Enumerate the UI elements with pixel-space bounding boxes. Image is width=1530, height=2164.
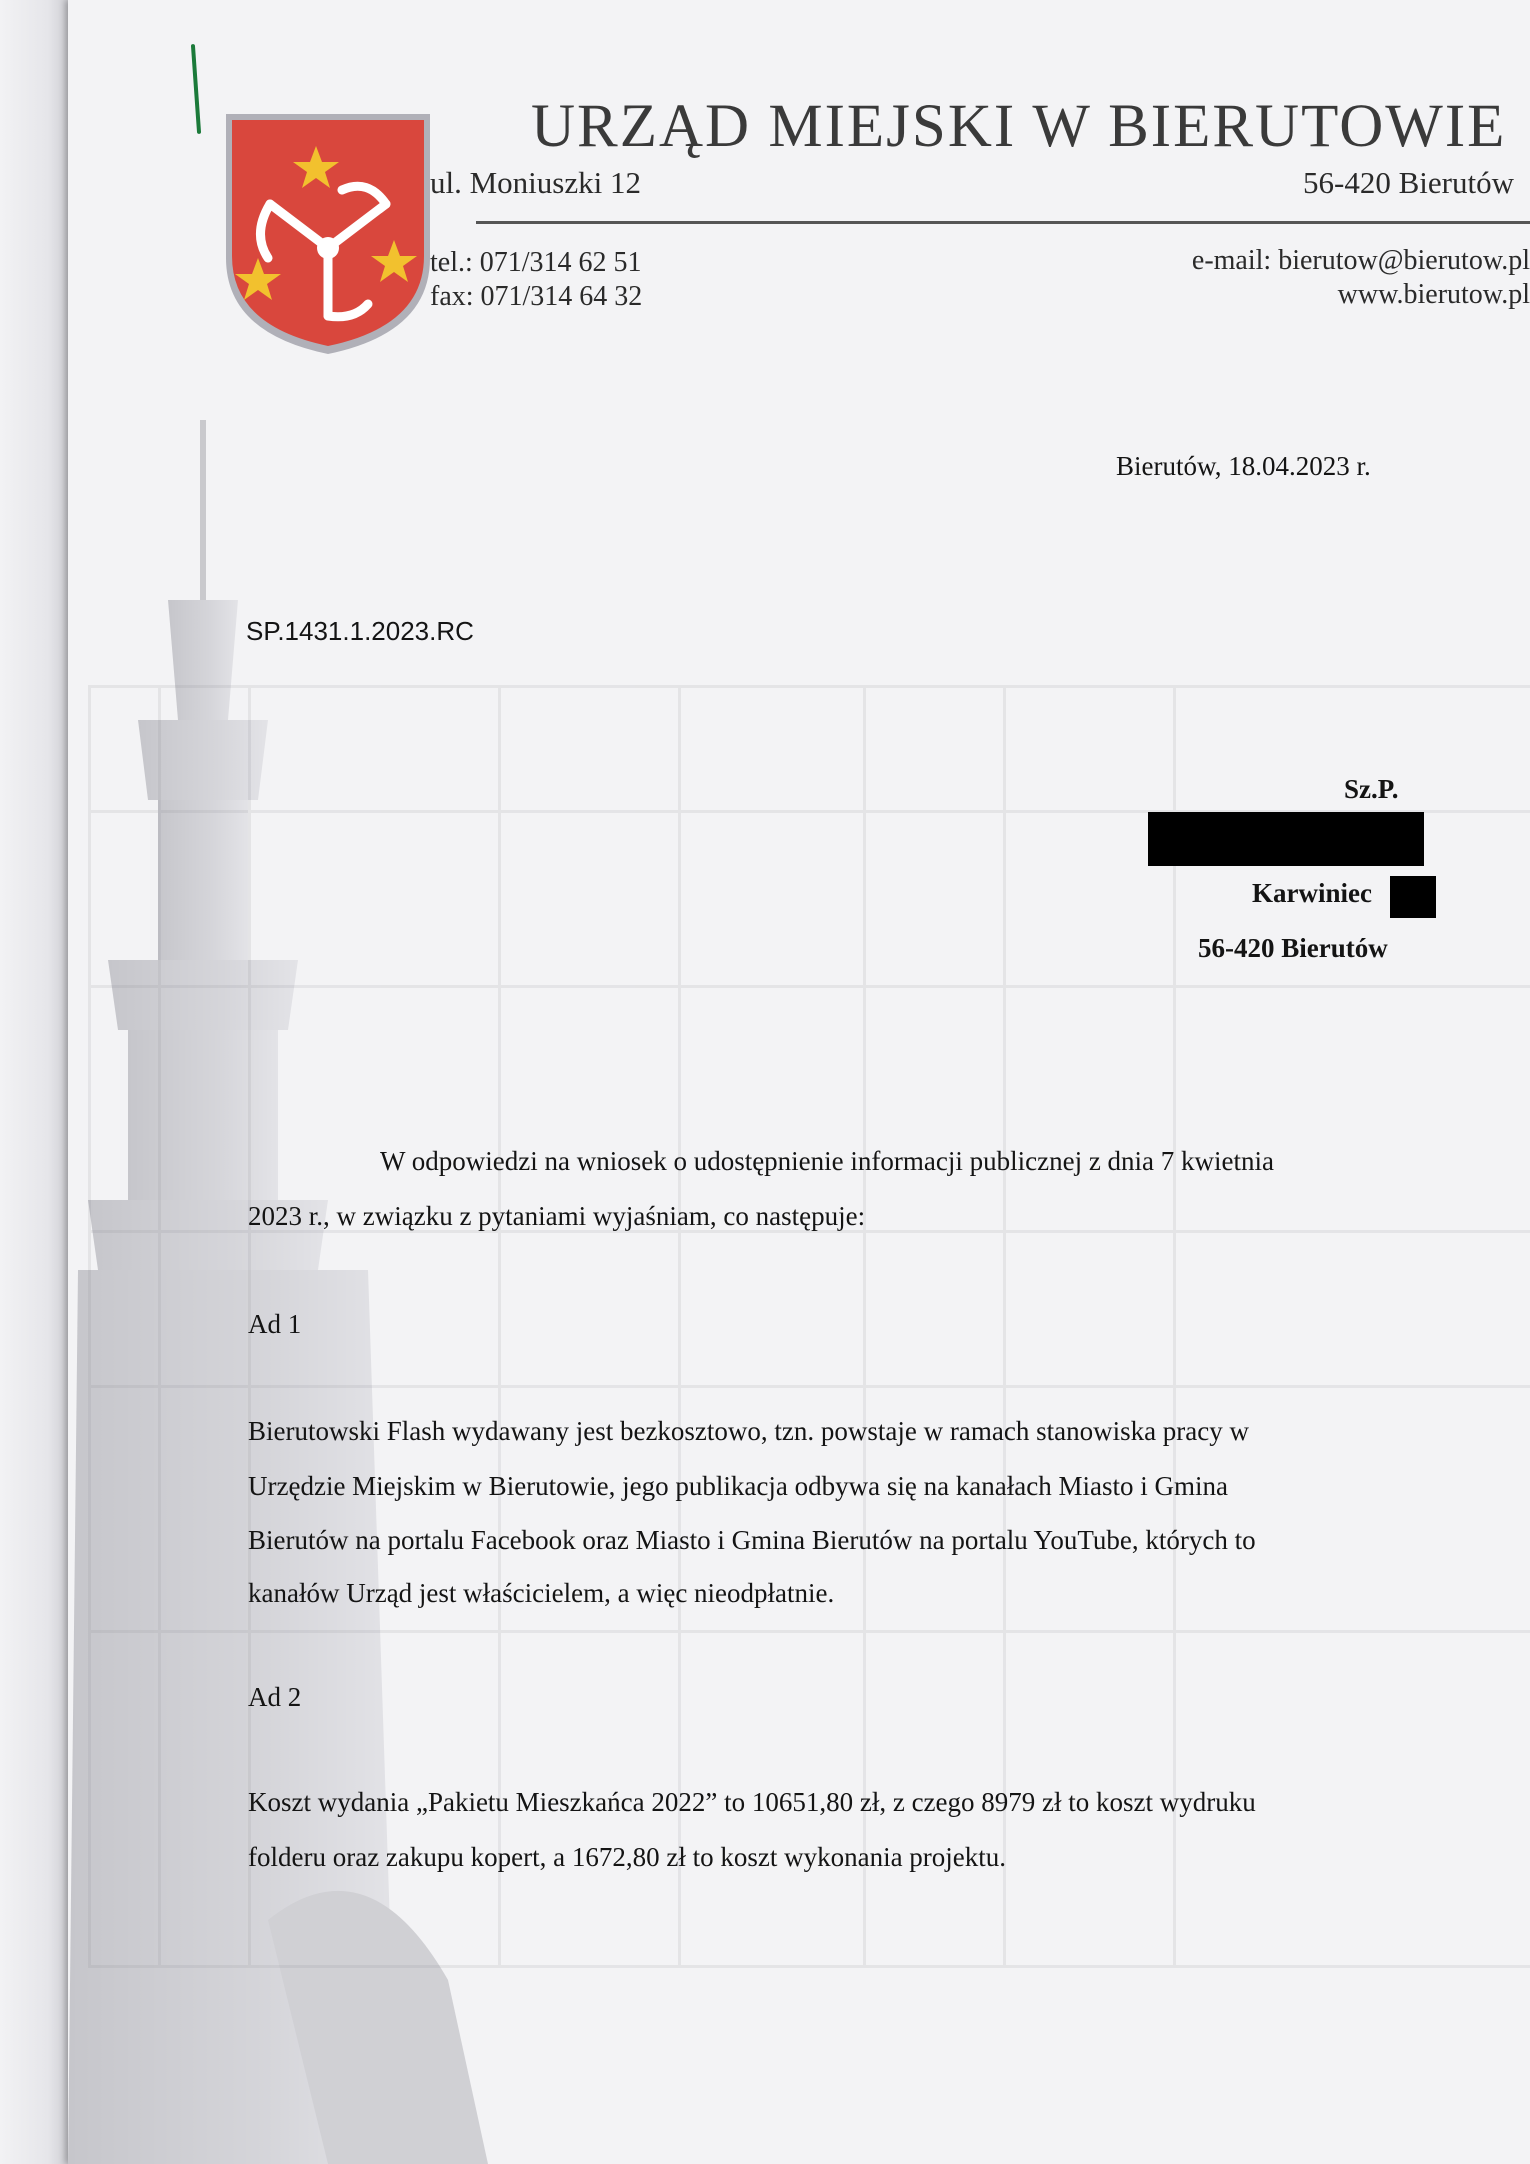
email-address: e-mail: bierutow@bierutow.pl <box>1191 245 1530 276</box>
recipient-postal: 56-420 Bierutów <box>1198 933 1388 963</box>
ad1-line-3: Bierutów na portalu Facebook oraz Miasto i Gmina Bierutów na portalu YouTube, których to <box>248 1525 1256 1555</box>
reference-number: SP.1431.1.2023.RC <box>246 616 474 646</box>
intro-line-1: W odpowiedzi na wniosek o udostępnienie informacji publicznej z dnia 7 kwietnia <box>380 1146 1275 1176</box>
ad2-heading: Ad 2 <box>248 1682 302 1712</box>
address-postal: 56-420 Bierutów <box>1303 165 1514 200</box>
ad1-line-4: kanałów Urząd jest właścicielem, a więc nieodpłatnie. <box>248 1578 835 1608</box>
recipient-town: Karwiniec <box>1252 878 1372 908</box>
fax-number: fax: 071/314 64 32 <box>430 281 643 312</box>
org-name: URZĄD MIEJSKI W BIERUTOWIE <box>531 93 1507 160</box>
intro-line-2: 2023 r., w związku z pytaniami wyjaśniam, co następuje: <box>248 1201 866 1231</box>
ad2-line-1: Koszt wydania „Pakietu Mieszkańca 2022” to 10651,80 zł, z czego 8979 zł to koszt wydruku <box>248 1787 1256 1817</box>
phone-number: tel.: 071/314 62 51 <box>430 247 642 278</box>
place-date: Bierutów, 18.04.2023 r. <box>1116 451 1371 481</box>
ad1-heading: Ad 1 <box>248 1309 302 1339</box>
header-rule <box>476 221 1530 224</box>
scanner-edge <box>0 0 68 2164</box>
redacted-name <box>1148 812 1424 866</box>
redacted-house-number <box>1390 876 1436 918</box>
ad1-line-1: Bierutowski Flash wydawany jest bezkosztowo, tzn. powstaje w ramach stanowiska pracy w <box>248 1416 1250 1446</box>
recipient-salutation: Sz.P. <box>1344 774 1399 804</box>
ad1-line-2: Urzędzie Miejskim w Bierutowie, jego publikacja odbywa się na kanałach Miasto i Gmina <box>248 1471 1228 1501</box>
address-street: ul. Moniuszki 12 <box>430 165 641 200</box>
ad2-line-2: folderu oraz zakupu kopert, a 1672,80 zł to koszt wykonania projektu. <box>248 1842 1007 1872</box>
coat-of-arms-icon <box>218 108 438 358</box>
website: www.bierutow.pl <box>1337 279 1530 310</box>
letter-page <box>68 0 1530 2164</box>
green-pen-mark <box>191 44 201 134</box>
